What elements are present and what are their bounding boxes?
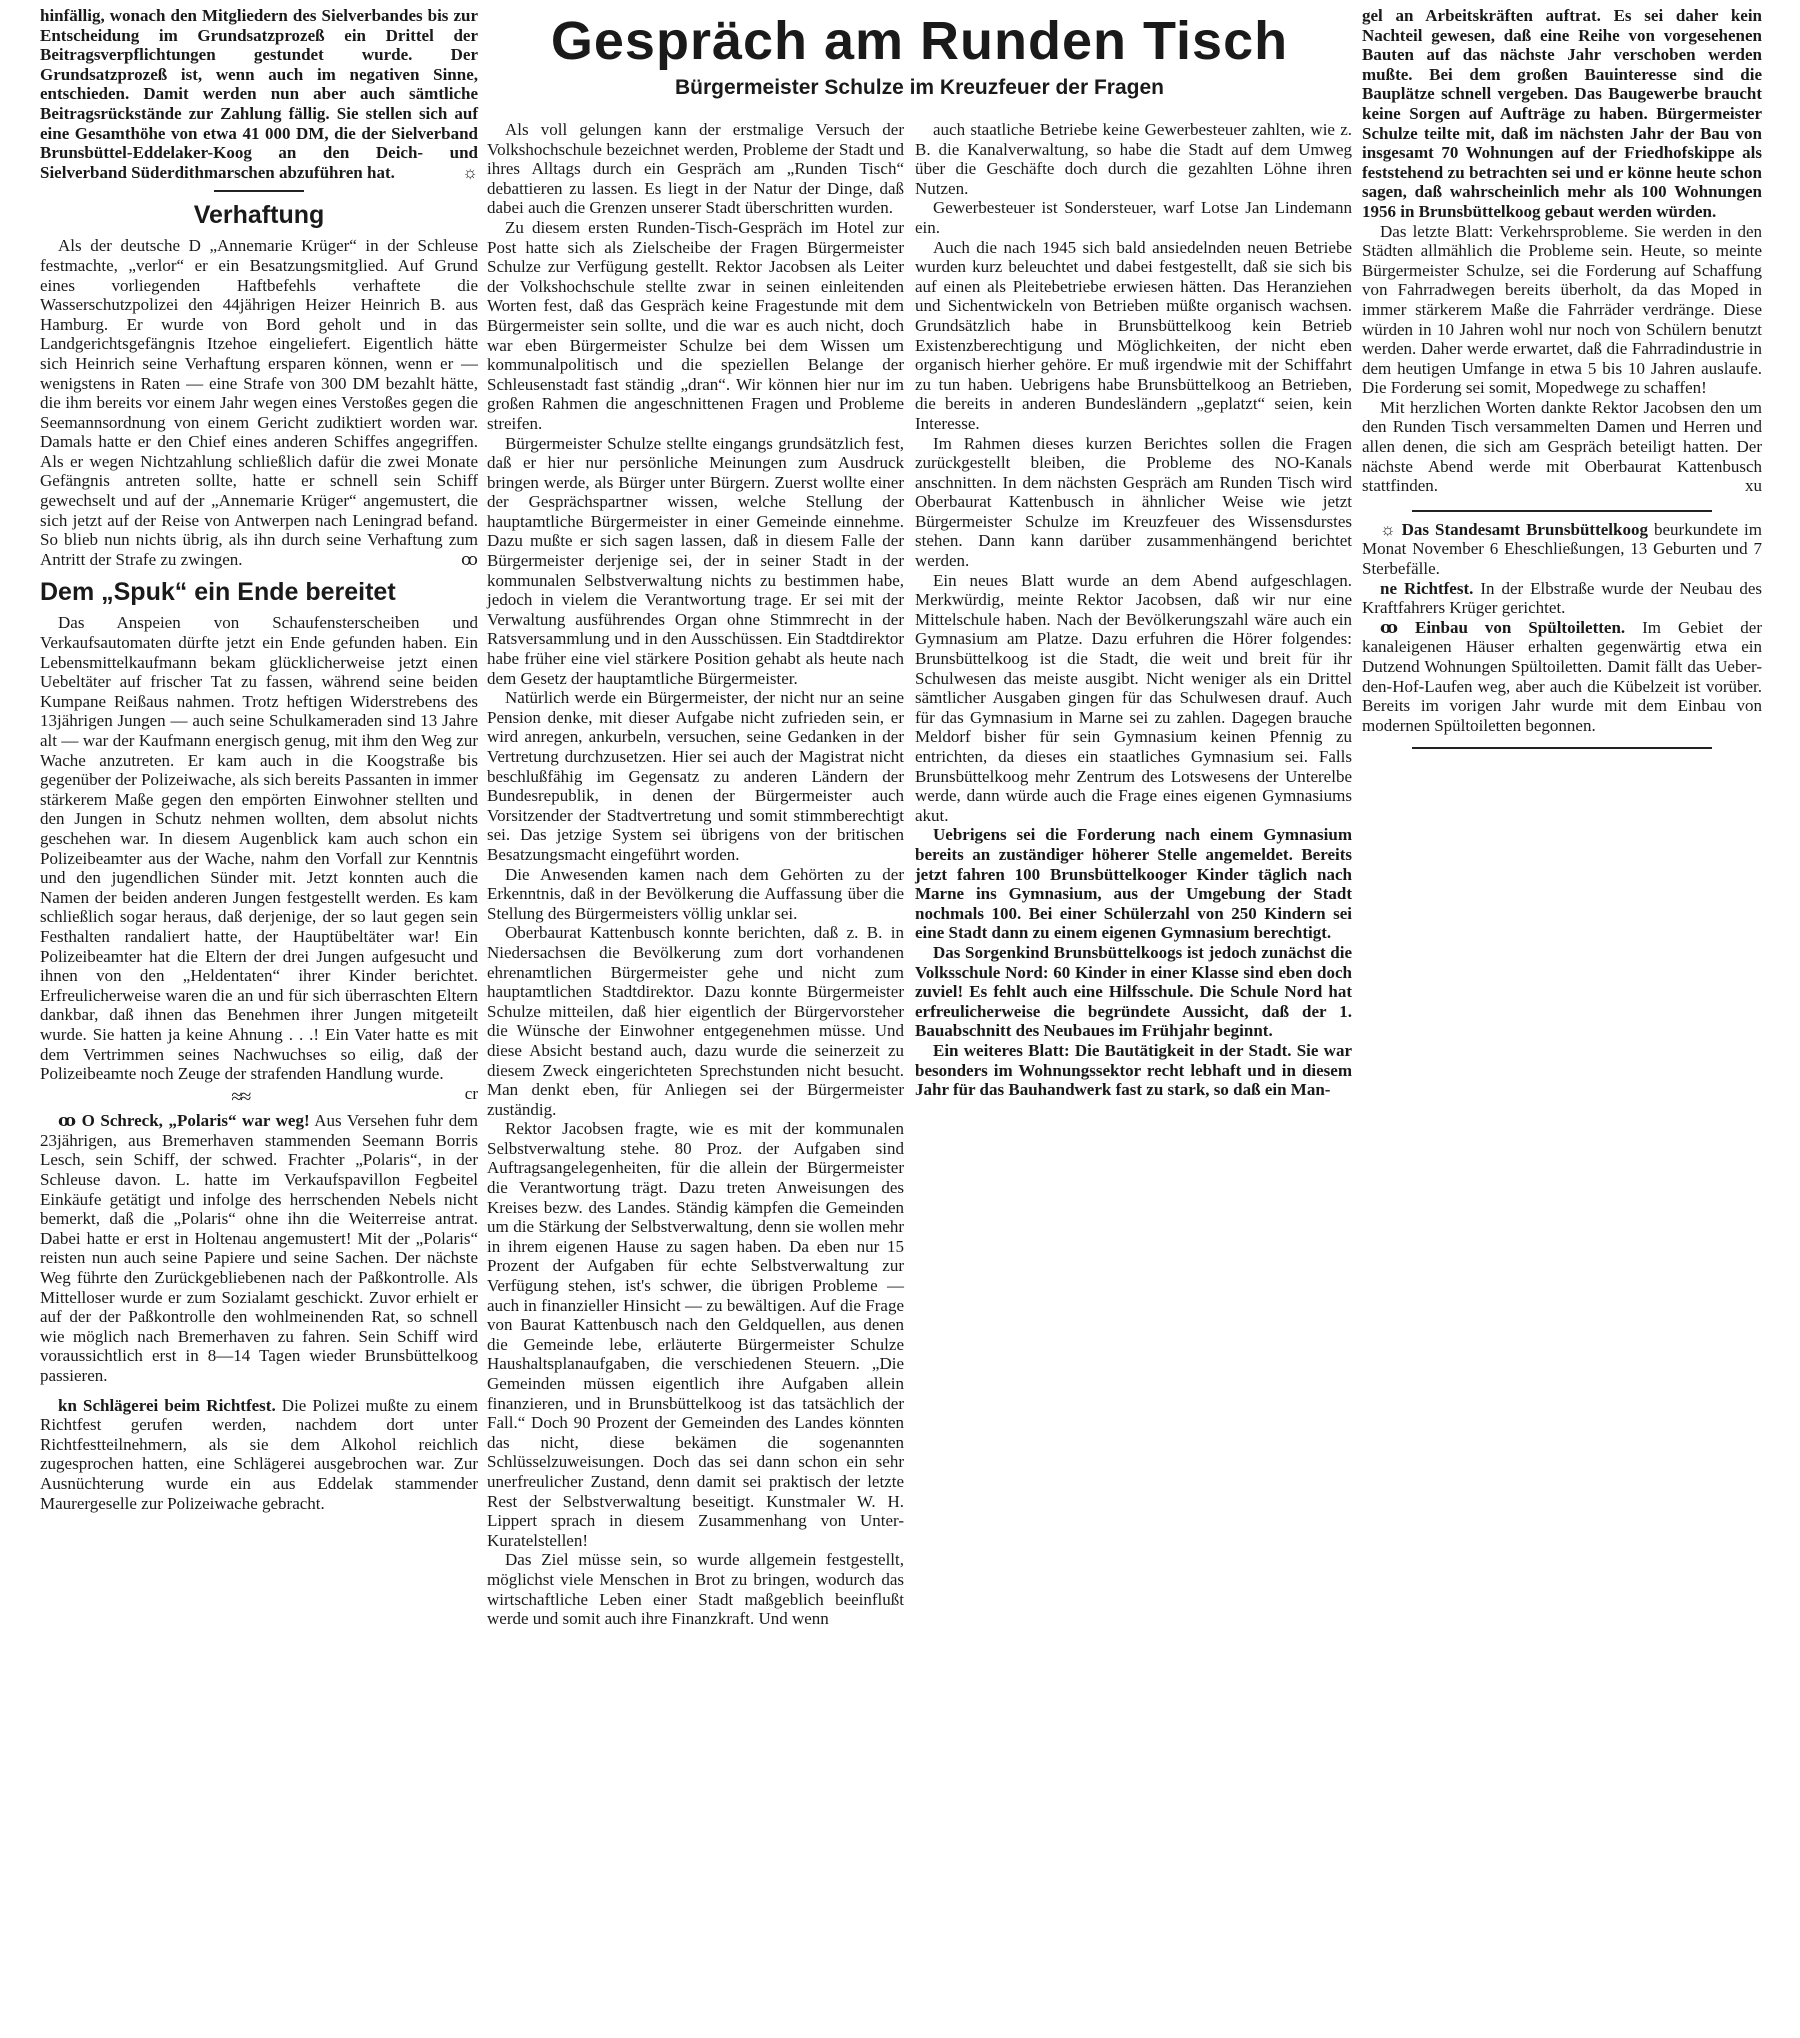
column-3 — [915, 120, 1352, 1100]
author-mark: xu — [1745, 476, 1762, 496]
divider — [1412, 747, 1712, 749]
divider — [214, 190, 304, 192]
paragraph-bold: gel an Arbeitskräften auftrat. Es sei daher kein Nachteil gewesen, daß eine Reihe von vorgesehenen Bauten auf das nächste Jahr verschoben werden mußte. Bei dem großen Bauinteresse sind die Bauplätze schnell vergeben. Das Baugewerbe braucht keine Sorgen auf Aufträge zu haben. Bürgermeister Schulze teilte mit, daß im nächsten Jahr der Bau von insgesamt 70 Wohnungen auf der Friedhofskippe als feststehend zu betrachten sei und er könne heute schon sagen, daß wahrscheinlich mehr als 100 Wohnungen 1956 in Brunsbüttelkoog gebaut werden würden. — [1362, 6, 1762, 221]
headline-title: Gespräch am Runden Tisch — [550, 11, 1289, 71]
notice-standesamt: ☼ Das Standesamt Brunsbüttelkoog beurkundete im Monat November 6 Eheschließungen, 13 Geburten und 7 Sterbefälle. — [1362, 519, 1762, 579]
article-verhaftung: Als der deutsche D „Annemarie Krüger“ in der Schleuse festmachte, „verlor“ er ein Besatzungsmitglied. Auf Grund eines vorliegenden Haftbefehls verhaftete die Wasserschutzpolizei den 44jährigen Heizer Heinrich B. aus Hamburg. Er wurde von Bord geholt und in das Landgerichtsgefängnis Itzehoe eingeliefert. Eigentlich hätte sich Heinrich seine Verhaftung ersparen können, wenn er — wenigstens in Raten — eine Strafe von 300 DM bezahlt hätte, die ihm bereits vor einem Jahr wegen eines Verstoßes gegen die Seemannsordnung von einem Gericht zudiktiert worden war. Damals hatte er den Chief eines anderen Schiffes angegriffen. Als er wegen Nichtzahlung schließlich dafür die zwei Monate Gefängnis antreten sollte, hatte er schnell sein Schiff gewechselt und auf der „Annemarie Krüger“ angemustert, die sich jetzt auf der Reise von Antwerpen nach Leningrad befand. So blieb nun nichts übrig, als ihn durch seine Verhaftung zum Antritt der Strafe zu zwingen. ꝏ — [40, 236, 478, 569]
notice-spueltoiletten: ꝏ Einbau von Spültoiletten. Im Gebiet der kanaleigenen Häuser erhalten gegenwärtig etwa ein Dutzend Wohnungen Spültoiletten. Damit fällt das Ueber-den-Hof-Laufen weg, aber auch die Kübelzeit ist vorüber. Bereits im vorigen Jahr wurde mit dem Einbau von modernen Spültoiletten begonnen. — [1362, 617, 1762, 735]
article-polaris: ꝏ O Schreck, „Polaris“ war weg! Aus Versehen fuhr dem 23jährigen, aus Bremerhaven stammenden Seemann Borris Lesch, sein Schiff, der schwed. Frachter „Polaris“, in der Schleuse davon. L. hatte im Verkaufspavillon Fegbeitel Einkäufe getätigt und infolge des herrschenden Nebels nicht bemerkt, daß die „Polaris“ ohne ihn die Weiterreise antrat. Dabei hatte er erst in Holtenau angemustert! Mit der „Polaris“ reisten nun auch seine Papiere und seine Sachen. Der nächste Weg führte den Zurückgebliebenen nach der Paßkontrolle. Als Mittelloser wurde er zum Sozialamt geschickt. Zuvor erhielt er auf der der Paßkontrolle den wohlmeinenden Rat, so schnell wie möglich nach Bremerhaven zu fahren. Sein Schiff wird voraussichtlich erst in 8—14 Tagen wieder Brunsbüttelkoog passieren. — [40, 1111, 478, 1385]
column-4 — [1362, 6, 1762, 757]
author-mark: cr — [464, 1083, 478, 1103]
paragraph: Zu diesem ersten Runden-Tisch-Gespräch im Hotel zur Post hatte sich als Zielscheibe der Fragen Bürgermeister Schulze zur Verfügung gestellt. Rektor Jacobsen als Leiter der Volkshochschule stellte zwar in seinen einleitenden Worten fest, daß das Gespräch keine Fragestunde mit dem Bürgermeister sein sollte, und die war es auch nicht, doch war eben Bürgermeister Schulze bei dem Wissen um kommunalpolitisch und die speziellen Belange der Schleusenstadt fast ständig „dran“. Wir können hier nur im großen Rahmen die angeschnittenen Fragen und Probleme streifen. — [487, 217, 904, 433]
paragraph-bold: Ein weiteres Blatt: Die Bautätigkeit in der Stadt. Sie war besonders im Wohnungssektor recht lebhaft und in diesem Jahr für das Bauhandwerk fast zu stark, so daß ein Man- — [915, 1040, 1352, 1100]
paragraph: Bürgermeister Schulze stellte eingangs grundsätzlich fest, daß er hier nur persönliche Meinungen zum Ausdruck bringen werde, als Bürger unter Bürgern. Zuerst wollte einer der Gesprächspartner wissen, welche Stellung der hauptamtliche Bürgermeister in einer Gemeinde einnehme. Dazu mußte er sich sagen lassen, daß in diesem Falle der Bürgermeister derjenige sei, der in seiner Stadt in der kommunalen Selbstverwaltung nichts zu bestimmen habe, jedoch in vielem die Verantwortung trage. Er sei mit der Verwaltung ausführendes Organ ohne Stimmrecht in der Ratsversammlung und in den Ausschüssen. Ein Stadtdirektor habe früher eine viel stärkere Position gehabt als heute nach dem Gesetz der hauptamtliche Bürgermeister. — [487, 433, 904, 688]
author-mark: ꝏ — [461, 549, 478, 569]
paragraph: Natürlich werde ein Bürgermeister, der nicht nur an seine Pension denke, mit dieser Aufgabe nicht zufrieden sein, er wird anregen, ankurbeln, versuchen, seine Gedanken in der Vertretung durchzusetzen. Hier sei auch der Magistrat nicht beschlußfähig im Gegensatz zu anderen Ländern der Bundesrepublik, in denen der Bürgermeister auch Vorsitzender der Stadtvertretung und somit stimmberechtigt sei. Das jetzige System sei übrigens von der britischen Besatzungsmacht eingeführt worden. — [487, 688, 904, 864]
section-title-spuk: Dem „Spuk“ ein Ende bereitet — [40, 578, 396, 607]
paragraph: Oberbaurat Kattenbusch konnte berichten, daß z. B. in Niedersachsen die Bevölkerung zum dort vorhandenen ehrenamtlichen Bürgermeister gehe und nicht zum hauptamtlichen Stadtdirektor. Dazu konnte Bürgermeister Schulze mitteilen, daß hier eigentlich der Bürgervorsteher die Wünsche der Einwohner entgegenehmen müsse. Und diese Absicht bestand auch, dazu wurde die seinerzeit zu diesem Zweck eingerichteten Sprechstunden nicht besucht. Man denkt eben, für Anliegen sei der Bürgermeister zuständig. — [487, 923, 904, 1119]
column-2 — [487, 120, 904, 1629]
paragraph: auch staatliche Betriebe keine Gewerbesteuer zahlten, wie z. B. die Kanalverwaltung, so habe die Stadt auf dem Umweg über die Geschäfte doch durch die gezahlten Löhne ihren Nutzen. — [915, 120, 1352, 198]
paragraph: Ein neues Blatt wurde an dem Abend aufgeschlagen. Merkwürdig, meinte Rektor Jacobsen, daß wir nur eine Mittelschule haben. Nach der Bevölkerungszahl wäre auch ein Gymnasium am Platze. Dazu erfuhren die Hörer folgendes: Brunsbüttelkoog ist die Stadt, die weit und breit für ihr Schulwesen das meiste ausgibt. Nicht weniger als ein Drittel sämtlicher Ausgaben gingen für das Schulwesen drauf. Auch für das Gymnasium in Marne sei zu zahlen. Dagegen brauche Meldorf bisher für sein Gymnasium keinen Pfennig zu entrichten, da dieses ein staatliches Gymnasium sei. Falls Brunsbüttelkoog mehr Zentrum des Lotswesens der Unterelbe werde, dann würde auch die Frage eines eigenen Gymnasiums akut. — [915, 570, 1352, 825]
author-mark: ☼ — [462, 162, 478, 182]
paragraph: Im Rahmen dieses kurzen Berichtes sollen die Fragen zurückgestellt bleiben, die Probleme des NO-Kanals anschnitten. In dem nächsten Gespräch am Runden Tisch wird Oberbaurat Kattenbusch in ähnlicher Weise wie jetzt Bürgermeister Schulze im Kreuzfeuer des Wissensdurstes stehen. Dann kann darüber zusammenhängend berichtet werden. — [915, 433, 1352, 571]
lead-paragraph: hinfällig, wonach den Mitgliedern des Sielverbandes bis zur Entscheidung im Grundsatzprozeß ein Drittel der Beitragsverpflichtungen gestundet wurde. Der Grundsatzprozeß ist, wenn auch im negativen Sinne, entschieden. Damit werden nun aber auch sämtliche Beitragsrückstände zur Zahlung fällig. Sie stellen sich auf eine Gesamthöhe von etwa 41 000 DM, die der Sielverband Brunsbüttel-Eddelaker-Koog an den Deich- und Sielverband Süderdithmarschen abzuführen hat. ☼ — [40, 6, 478, 182]
notice-richtfest: ne Richtfest. In der Elbstraße wurde der Neubau des Kraftfahrers Krüger gerichtet. — [1362, 578, 1762, 618]
paragraph: Gewerbesteuer ist Sondersteuer, warf Lotse Jan Lindemann ein. — [915, 198, 1352, 237]
paragraph: Auch die nach 1945 sich bald ansiedelnden neuen Betriebe wurden kurz beleuchtet und dabei festgestellt, daß sie sich bis auf einen als Pleitebetriebe erwiesen hätten. Das Heranziehen und Sichentwickeln von Betrieben müßte organisch wachsen. Grundsätzlich habe in Brunsbüttelkoog kein Betrieb Existenzberechtigung und Möglichkeiten, der nicht eben organisch hierher gehöre. Er muß irgendwie mit der Schiffahrt zu tun haben. Uebrigens habe Brunsbüttelkoog an Betrieben, die bereits in anderen Bundesländern „geplatzt“ seien, kein Interesse. — [915, 237, 1352, 433]
paragraph: Mit herzlichen Worten dankte Rektor Jacobsen den um den Runden Tisch versammelten Damen und Herren und allen denen, die sich am Gespräch beteiligt hatten. Der nächste Abend werde mit Oberbaurat Kattenbusch stattfinden. xu — [1362, 397, 1762, 496]
headline-subtitle: Bürgermeister Schulze im Kreuzfeuer der Fragen — [675, 76, 1164, 99]
section-title-verhaftung: Verhaftung — [193, 201, 325, 230]
article-headline — [487, 10, 1352, 102]
paragraph-bold: Uebrigens sei die Forderung nach einem Gymnasium bereits an zuständiger höherer Stelle angemeldet. Bereits jetzt fahren 100 Brunsbüttelkooger Kinder täglich nach Marne ins Gymnasium, aus der Umgebung der Stadt nochmals 100. Bei einer Schülerzahl von 250 Kindern sei eine Stadt dann zu einem eigenen Gymnasium berechtigt. — [915, 825, 1352, 943]
paragraph: Als voll gelungen kann der erstmalige Versuch der Volkshochschule bezeichnet werden, Probleme der Stadt und ihres Alltags durch ein Gespräch am „Runden Tisch“ debattieren zu lassen. Es liegt in der Natur der Dinge, daß dabei auch die Grenzen unserer Stadt überschritten wurden. — [487, 120, 904, 218]
paragraph: Rektor Jacobsen fragte, wie es mit der kommunalen Selbstverwaltung stehe. 80 Proz. der Aufgaben sind Auftragsangelegenheiten, für die allein der Bürgermeister die Verantwortung trägt. Dazu treten Anweisungen des Kreises bezw. des Landes. Ständig kämpfen die Gemeinden um die Stärkung der Selbstverwaltung, denn sie wollen mehr in ihrem eigenen Hause zu sagen haben. Da eben nur 15 Prozent der Aufgaben für echte Selbstverwaltung zur Verfügung stehen, ist's schwer, die übrigen Probleme — auch in finanzieller Hinsicht — zu bewältigen. Auf die Frage von Baurat Kattenbusch nach den Geldquellen, aus denen die Gemeinde lebe, erläuterte Bürgermeister Schulze Haushaltsplanaufgaben, die verschiedenen Steuern. „Die Gemeinden müssen eigentlich ihre Aufgaben allein finanzieren, und in Brunsbüttelkoog ist das tatsächlich der Fall.“ Doch 90 Prozent der Gemeinden des Landes könnten das nicht, diese bekämen die sogenannten Schlüsselzuweisungen. Doch das sei dann schon ein sehr unerfreulicher Zustand, denn damit sei praktisch der letzte Rest der Selbstverwaltung beseitigt. Kunstmaler W. H. Lippert sprach in diesem Zusammenhang von Unter-Kuratelstellen! — [487, 1119, 904, 1550]
paragraph-bold: Das Sorgenkind Brunsbüttelkoogs ist jedoch zunächst die Volksschule Nord: 60 Kinder in einer Klasse sind eben doch zuviel! Es fehlt auch eine Hilfsschule. Die Schule Nord hat erfreulicherweise die begründete Aussicht, daß der 1. Bauabschnitt des Neubaues im Frühjahr beginnt. — [915, 942, 1352, 1041]
column-1 — [40, 6, 478, 1513]
wavy-divider: ≈≈ — [231, 1085, 250, 1108]
divider — [1412, 510, 1712, 512]
article-spuk: Das Anspeien von Schaufensterscheiben und Verkaufsautomaten dürfte jetzt ein Ende gefunden haben. Ein Lebensmittelkaufmann bekam glücklicherweise jetzt einen Uebeltäter auf frischer Tat zu fassen, während seine beiden Kumpane Reißaus nahmen. Trotz heftigen Widerstrebens des 13jährigen Jungen — auch seine Schulkameraden sind 13 Jahre alt — war der Kaufmann energisch genug, mit ihm den Weg zur Wache anzutreten. Er kam auch in die Koogstraße bis gegenüber der Polizeiwache, als sich bereits Passanten in immer stärkerem Maße gegen den empörten Einwohner stellten und den Jungen in Schutz nehmen wollten, dem absolut nichts geschehen war. In diesem Augenblick kam auch schon ein Polizeibeamter aus der Wache, nahm den Vorfall zur Kenntnis und den jugendlichen Sünder mit. Jetzt konnten auch die Namen der beiden anderen Jungen festgestellt werden. Es kam schließlich sogar heraus, daß derjenige, der so laut gegen sein Festhalten randaliert hatte, der Hauptübeltäter war! Ein Polizeibeamter hat die Eltern der drei Jungen aufgesucht und ihnen von den „Heldentaten“ ihrer Kinder berichtet. Erfreulicherweise waren die an und für sich überraschten Eltern dankbar, daß ihnen das Benehmen ihrer Jungen mitgeteilt wurde. Sie hatten ja keine Ahnung . . .! Ein Vater hatte es mit dem Vertrimmen seines Nachwuchses so eilig, daß der Polizeibeamte noch Zeuge der strafenden Handlung wurde. cr — [40, 613, 478, 1103]
paragraph: Das letzte Blatt: Verkehrsprobleme. Sie werden in den Städten allmählich die Probleme sein. Heute, so meinte Bürgermeister Schulze, sei die Forderung auf Schaffung von Fahrradwegen bereits überholt, da das Moped in immer stärkerem Maße die Fahrräder verdränge. Diese würden in 10 Jahren wohl nur noch von Schülern benutzt werden. Daher werde erwartet, daß die Fahrradindustrie in dem heutigen Umfange in etwa 5 bis 10 Jahren auslaufe. Die Forderung sei somit, Mopedwege zu schaffen! — [1362, 221, 1762, 398]
paragraph: Das Ziel müsse sein, so wurde allgemein festgestellt, möglichst viele Menschen in Brot zu bringen, wodurch das wirtschaftliche Leben einer Stadt maßgeblich beeinflußt werde und somit auch ihre Finanzkraft. Und wenn — [487, 1550, 904, 1629]
paragraph: Die Anwesenden kamen nach dem Gehörten zu der Erkenntnis, daß in der Bevölkerung die Auffassung über die Stellung des Bürgermeisters völlig unklar sei. — [487, 864, 904, 923]
article-richtfest-schlaegerei: kn Schlägerei beim Richtfest. Die Polizei mußte zu einem Richtfest gerufen werden, nachdem dort unter Richtfestteilnehmern, als sie dem Alkohol reichlich zugesprochen hatten, eine Schlägerei ausgebrochen war. Zur Ausnüchterung wurde ein aus Eddelak stammender Maurergeselle zur Polizeiwache gebracht. — [40, 1395, 478, 1513]
